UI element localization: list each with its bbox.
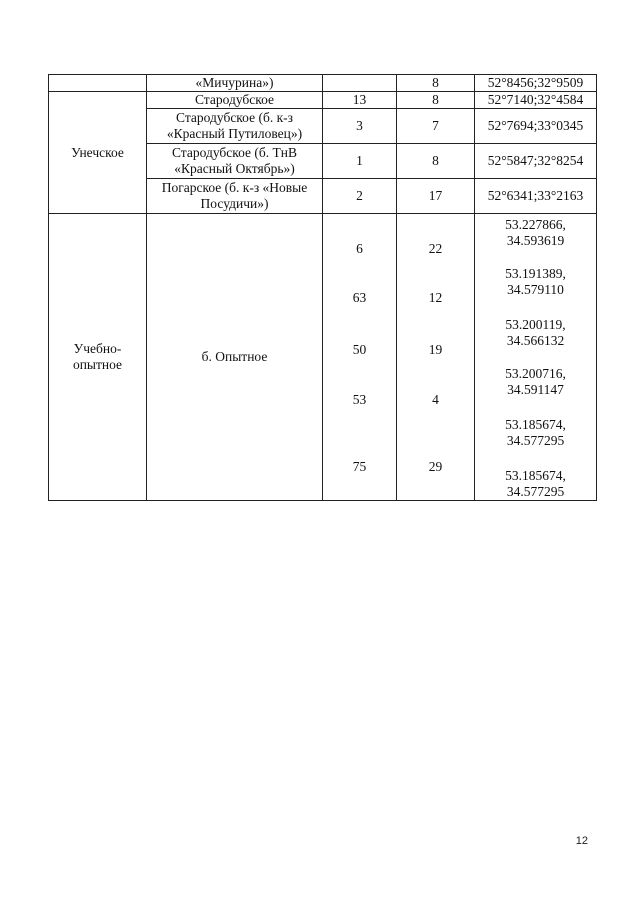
coords-cell: 52°6341;33°2163 xyxy=(475,179,597,214)
farm-cell xyxy=(147,109,323,144)
value-b-cell: 17 xyxy=(397,179,475,214)
value-b: 19 xyxy=(428,342,443,357)
value-b-cell: 7 xyxy=(397,109,475,144)
value-a-cell: 2 xyxy=(323,179,397,214)
farm-line: Посудичи») xyxy=(200,196,269,211)
value-b: 12 xyxy=(428,290,443,305)
value-a: 53 xyxy=(352,392,367,407)
farm-cell: Стародубское xyxy=(147,92,323,109)
value-a-cell: 1 xyxy=(323,144,397,179)
value-b-cell: 8 xyxy=(397,75,475,92)
district-line: опытное xyxy=(72,357,123,372)
value-a-cell xyxy=(323,75,397,92)
coord-line: 53.191389, xyxy=(505,266,566,281)
value-b-column xyxy=(397,214,475,501)
value-a-cell: 3 xyxy=(323,109,397,144)
coord-line: 53.200716, xyxy=(505,366,566,381)
district-cell-unecha: Унечское xyxy=(49,92,147,214)
district-cell-training xyxy=(49,214,147,501)
farm-line: Погарское (б. к-з «Новые xyxy=(161,180,308,195)
coord-line: 53.185674, xyxy=(505,417,566,432)
value-b: 22 xyxy=(428,241,443,256)
farm-cell xyxy=(147,144,323,179)
value-b: 29 xyxy=(428,459,443,474)
coord-line: 53.185674, xyxy=(505,468,566,483)
data-table xyxy=(48,74,597,501)
value-a: 63 xyxy=(352,290,367,305)
coord-line: 34.577295 xyxy=(506,484,565,499)
coord-line: 53.200119, xyxy=(505,317,566,332)
value-a: 75 xyxy=(352,459,367,474)
farm-cell: б. Опытное xyxy=(147,214,323,501)
farm-cell: «Мичурина») xyxy=(147,75,323,92)
farm-line: «Красный Путиловец») xyxy=(166,126,303,141)
value-b: 4 xyxy=(432,392,439,407)
coords-cell: 52°5847;32°8254 xyxy=(475,144,597,179)
table-row xyxy=(49,75,597,92)
district-line: Учебно- xyxy=(73,341,122,356)
farm-line: Стародубское (б. к-з xyxy=(176,110,293,125)
value-b-cell: 8 xyxy=(397,92,475,109)
farm-line: «Красный Октябрь») xyxy=(174,161,295,176)
farm-cell xyxy=(147,179,323,214)
coords-column xyxy=(475,214,597,501)
value-b-cell: 8 xyxy=(397,144,475,179)
value-a: 6 xyxy=(356,241,363,256)
district-cell xyxy=(49,75,147,92)
coord-line: 34.593619 xyxy=(506,233,565,248)
coords-cell: 52°8456;32°9509 xyxy=(475,75,597,92)
coords-cell: 52°7140;32°4584 xyxy=(475,92,597,109)
table-row xyxy=(49,92,597,109)
coord-line: 34.566132 xyxy=(506,333,565,348)
coords-cell: 52°7694;33°0345 xyxy=(475,109,597,144)
value-a-column xyxy=(323,214,397,501)
coord-line: 53.227866, xyxy=(505,217,566,232)
coord-line: 34.591147 xyxy=(507,382,564,397)
coord-line: 34.579110 xyxy=(507,282,564,297)
value-a-cell: 13 xyxy=(323,92,397,109)
value-a: 50 xyxy=(352,342,367,357)
page-number: 12 xyxy=(575,835,588,847)
coord-line: 34.577295 xyxy=(506,433,565,448)
farm-line: Стародубское (б. ТнВ xyxy=(171,145,298,160)
table-row xyxy=(49,214,597,501)
